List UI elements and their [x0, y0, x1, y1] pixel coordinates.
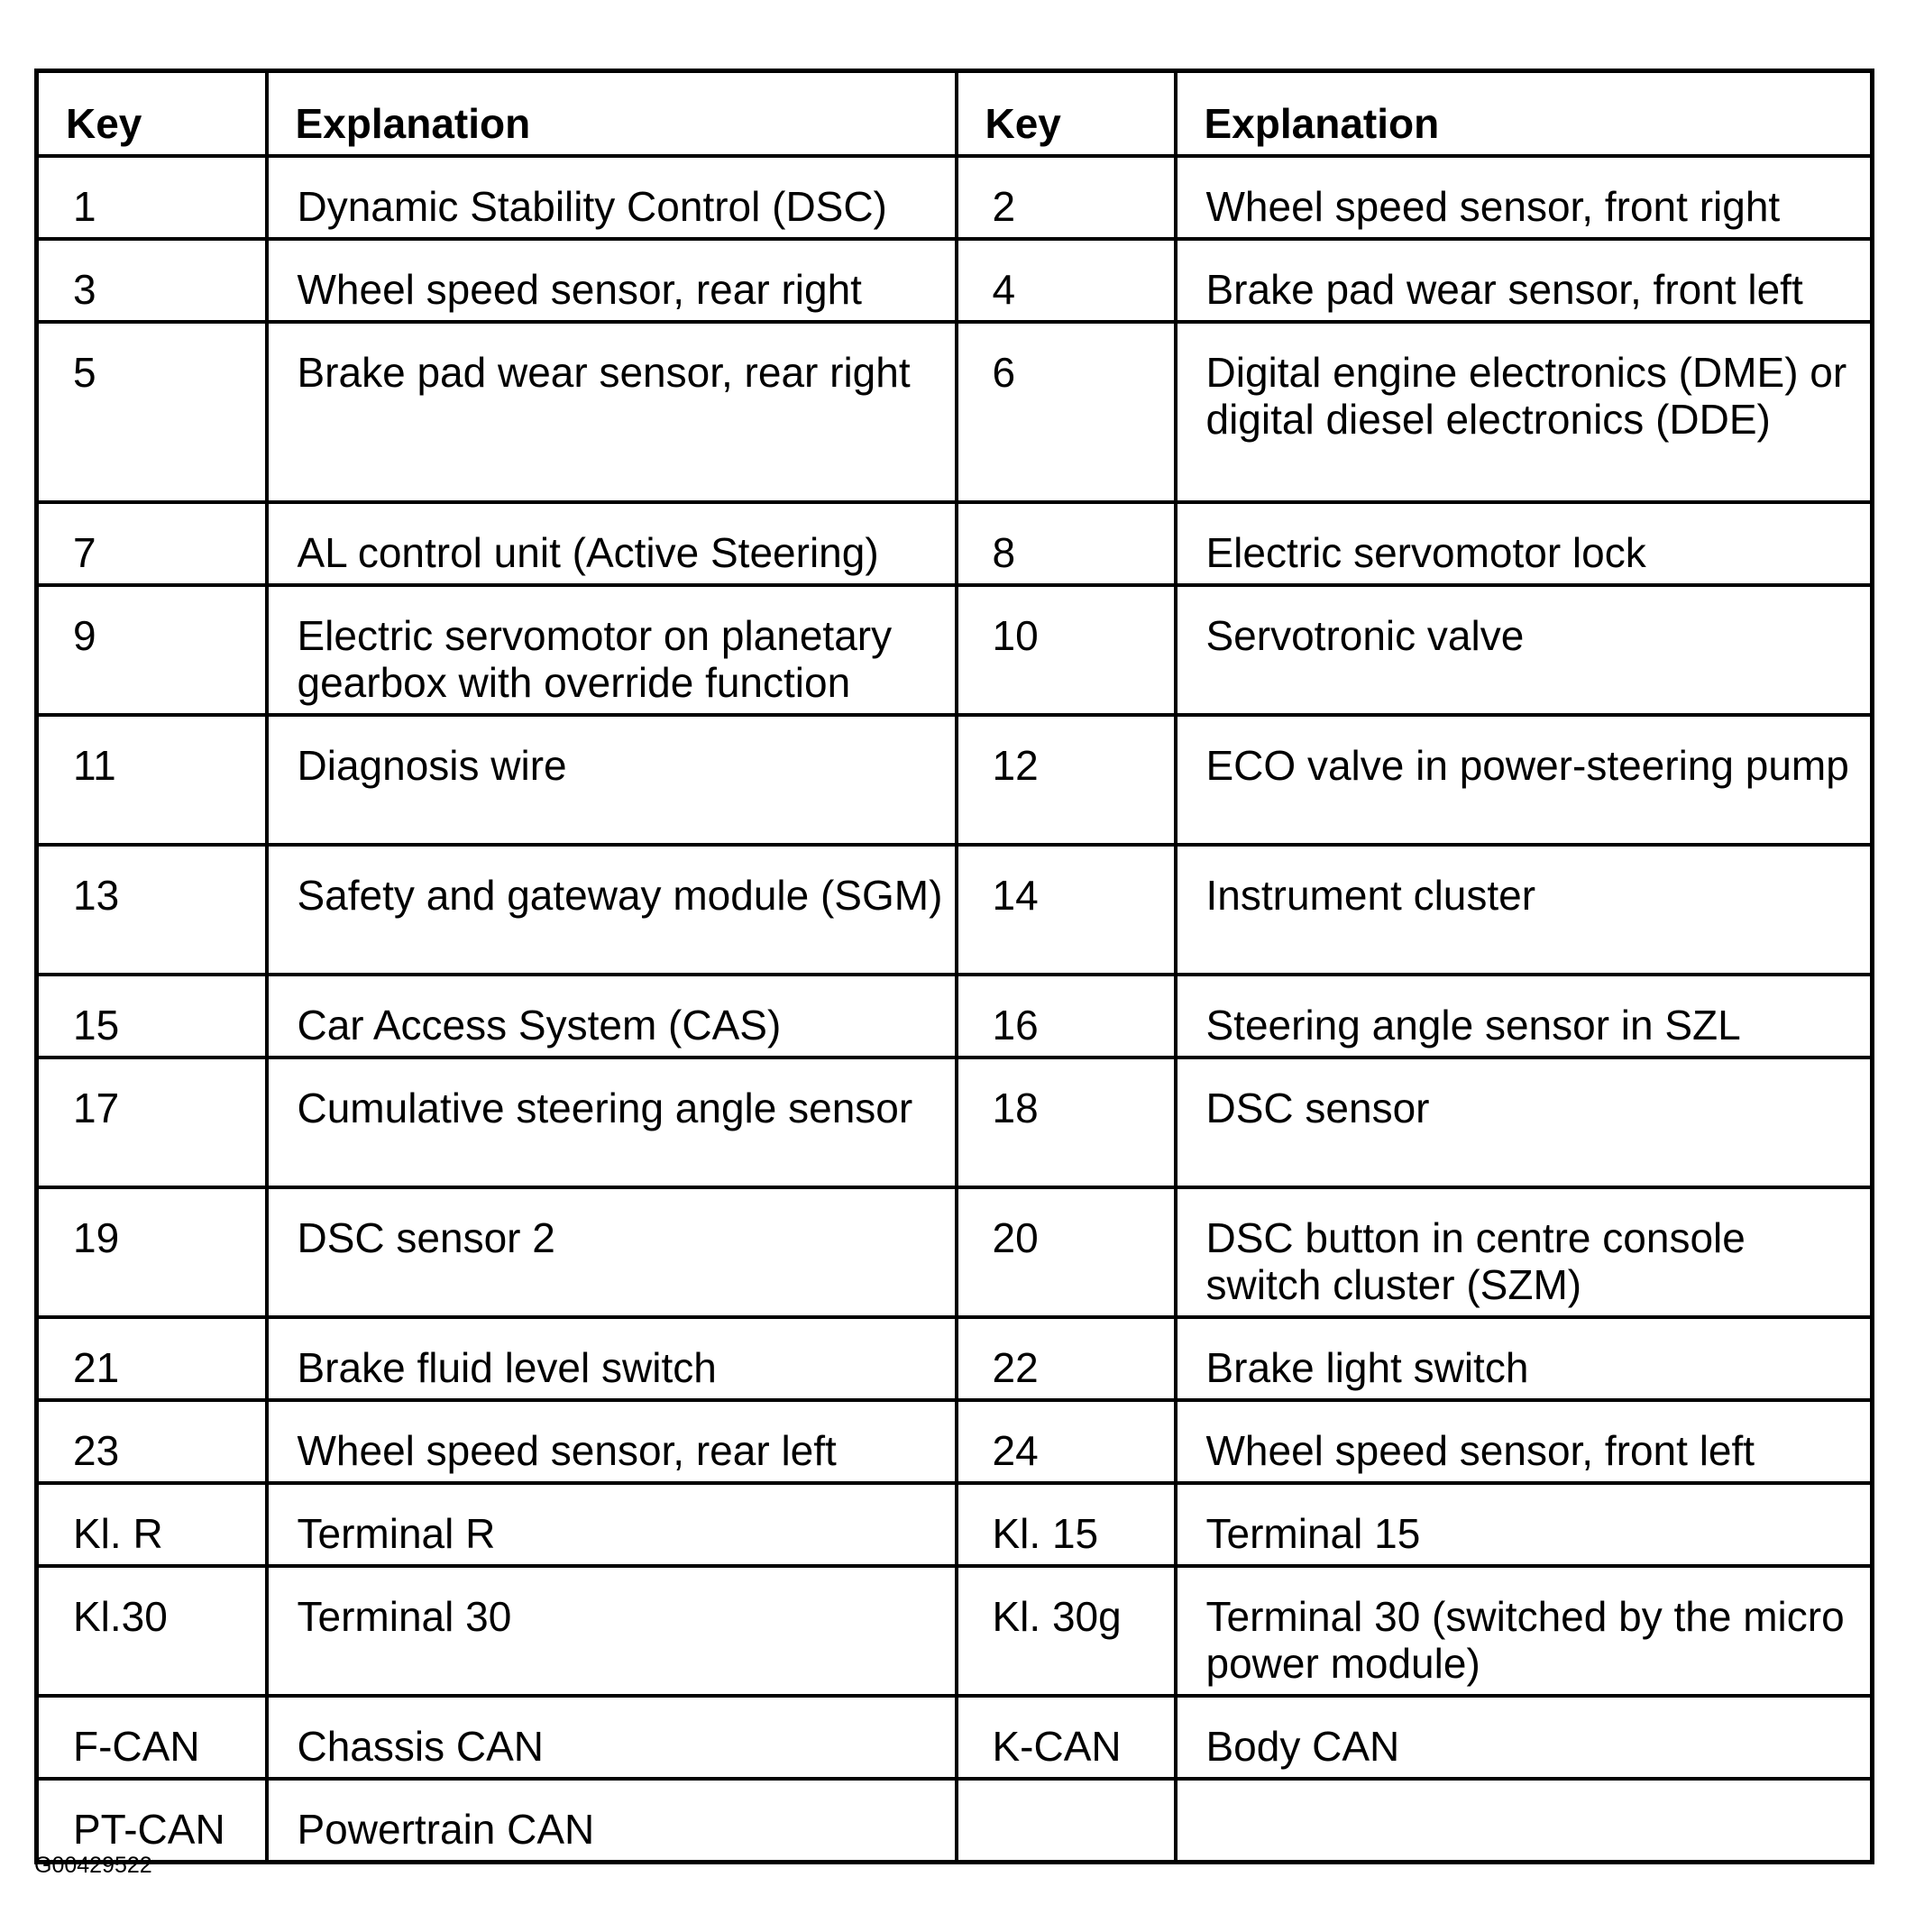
- explanation-cell: Instrument cluster: [1176, 845, 1873, 975]
- explanation-cell: Wheel speed sensor, rear right: [267, 239, 957, 322]
- table-row: [37, 502, 1873, 585]
- explanation-cell: Body CAN: [1176, 1696, 1873, 1779]
- key-cell: 20: [957, 1187, 1176, 1317]
- table-row: [37, 715, 1873, 845]
- key-cell: 6: [957, 322, 1176, 502]
- explanation-cell: DSC button in centre console switch cluster (SZM): [1176, 1187, 1873, 1317]
- table-row: [37, 1696, 1873, 1779]
- key-cell: [957, 1779, 1176, 1863]
- key-cell: K-CAN: [957, 1696, 1176, 1779]
- key-cell: 3: [37, 239, 267, 322]
- header-explanation: Explanation: [267, 71, 957, 157]
- explanation-cell: Safety and gateway module (SGM): [267, 845, 957, 975]
- explanation-cell: Terminal 30: [267, 1566, 957, 1696]
- explanation-cell: Wheel speed sensor, front right: [1176, 156, 1873, 239]
- table-row: [37, 1400, 1873, 1483]
- explanation-cell: Wheel speed sensor, front left: [1176, 1400, 1873, 1483]
- key-cell: Kl. 30g: [957, 1566, 1176, 1696]
- explanation-cell: [1176, 1779, 1873, 1863]
- key-cell: 14: [957, 845, 1176, 975]
- table-row: [37, 1187, 1873, 1317]
- key-cell: 23: [37, 1400, 267, 1483]
- table-row: [37, 845, 1873, 975]
- table-row: [37, 239, 1873, 322]
- table-row: [37, 975, 1873, 1058]
- key-cell: 7: [37, 502, 267, 585]
- explanation-cell: Car Access System (CAS): [267, 975, 957, 1058]
- explanation-cell: Brake light switch: [1176, 1317, 1873, 1400]
- explanation-cell: Electric servomotor on planetary gearbox with override function: [267, 585, 957, 715]
- key-cell: 22: [957, 1317, 1176, 1400]
- key-cell: 13: [37, 845, 267, 975]
- explanation-cell: Brake pad wear sensor, rear right: [267, 322, 957, 502]
- key-explanation-table: [34, 69, 1874, 1864]
- explanation-cell: DSC sensor: [1176, 1058, 1873, 1187]
- explanation-cell: Cumulative steering angle sensor: [267, 1058, 957, 1187]
- key-cell: Kl.30: [37, 1566, 267, 1696]
- key-cell: 10: [957, 585, 1176, 715]
- table-row: [37, 585, 1873, 715]
- explanation-cell: Steering angle sensor in SZL: [1176, 975, 1873, 1058]
- explanation-cell: Brake pad wear sensor, front left: [1176, 239, 1873, 322]
- table-row: [37, 1058, 1873, 1187]
- explanation-cell: Electric servomotor lock: [1176, 502, 1873, 585]
- table-row: [37, 1483, 1873, 1566]
- explanation-cell: Terminal 15: [1176, 1483, 1873, 1566]
- key-cell: 15: [37, 975, 267, 1058]
- key-cell: 9: [37, 585, 267, 715]
- key-cell: 19: [37, 1187, 267, 1317]
- explanation-cell: Terminal 30 (switched by the micro power module): [1176, 1566, 1873, 1696]
- explanation-cell: ECO valve in power-steering pump: [1176, 715, 1873, 845]
- key-cell: 16: [957, 975, 1176, 1058]
- key-cell: 1: [37, 156, 267, 239]
- explanation-cell: Servotronic valve: [1176, 585, 1873, 715]
- explanation-cell: Powertrain CAN: [267, 1779, 957, 1863]
- key-cell: 8: [957, 502, 1176, 585]
- table-row: [37, 1566, 1873, 1696]
- explanation-cell: Diagnosis wire: [267, 715, 957, 845]
- explanation-cell: Terminal R: [267, 1483, 957, 1566]
- key-cell: Kl. R: [37, 1483, 267, 1566]
- table-row: [37, 1317, 1873, 1400]
- key-cell: PT-CAN: [37, 1779, 267, 1863]
- header-key: Key: [37, 71, 267, 157]
- explanation-cell: Dynamic Stability Control (DSC): [267, 156, 957, 239]
- table-row: [37, 322, 1873, 502]
- explanation-cell: DSC sensor 2: [267, 1187, 957, 1317]
- key-cell: 11: [37, 715, 267, 845]
- explanation-cell: AL control unit (Active Steering): [267, 502, 957, 585]
- header-explanation: Explanation: [1176, 71, 1873, 157]
- key-cell: Kl. 15: [957, 1483, 1176, 1566]
- figure-id: G00429522: [34, 1853, 152, 1878]
- key-cell: 2: [957, 156, 1176, 239]
- key-cell: F-CAN: [37, 1696, 267, 1779]
- explanation-cell: Digital engine electronics (DME) or digital diesel electronics (DDE): [1176, 322, 1873, 502]
- table-row: [37, 156, 1873, 239]
- header-key: Key: [957, 71, 1176, 157]
- key-cell: 18: [957, 1058, 1176, 1187]
- key-cell: 5: [37, 322, 267, 502]
- explanation-cell: Wheel speed sensor, rear left: [267, 1400, 957, 1483]
- table-row: [37, 1779, 1873, 1863]
- header-row: [37, 71, 1873, 157]
- key-cell: 12: [957, 715, 1176, 845]
- key-cell: 17: [37, 1058, 267, 1187]
- key-cell: 4: [957, 239, 1176, 322]
- key-cell: 24: [957, 1400, 1176, 1483]
- explanation-cell: Chassis CAN: [267, 1696, 957, 1779]
- key-cell: 21: [37, 1317, 267, 1400]
- explanation-cell: Brake fluid level switch: [267, 1317, 957, 1400]
